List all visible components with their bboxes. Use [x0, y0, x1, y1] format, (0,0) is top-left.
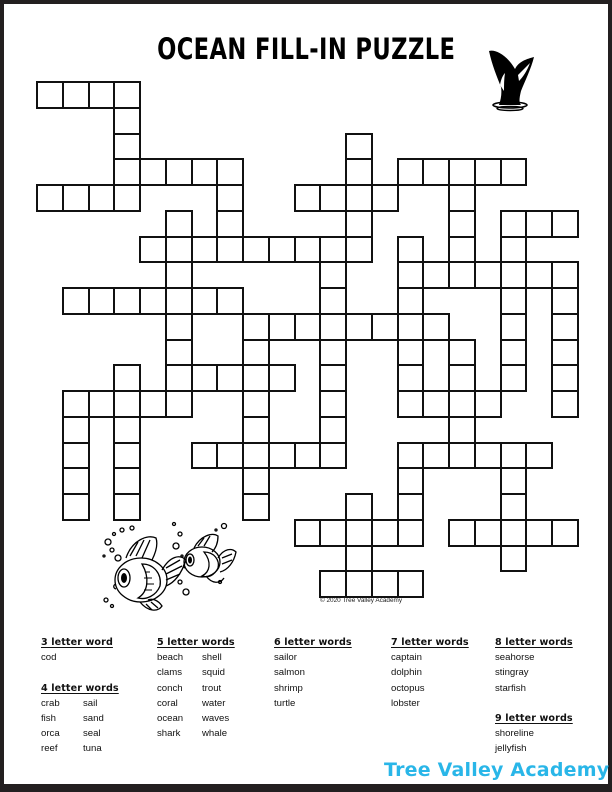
grid-cell[interactable] [397, 493, 425, 521]
grid-cell[interactable] [268, 364, 296, 392]
word: ocean [157, 713, 184, 725]
grid-cell[interactable] [474, 390, 502, 418]
grid-cell[interactable] [165, 261, 193, 289]
grid-cell[interactable] [474, 519, 502, 547]
grid-cell[interactable] [551, 339, 579, 367]
grid-cell[interactable] [62, 493, 90, 521]
grid-cell[interactable] [242, 416, 270, 444]
grid-cell[interactable] [242, 493, 270, 521]
word: starfish [495, 682, 526, 694]
heading-8-letter: 8 letter words [495, 637, 573, 648]
grid-cell[interactable] [397, 261, 425, 289]
word-bank-8-9 [495, 635, 573, 757]
grid-cell[interactable] [62, 184, 90, 212]
grid-cell[interactable] [319, 339, 347, 367]
grid-cell[interactable] [88, 184, 116, 212]
grid-cell[interactable] [525, 210, 553, 238]
grid-cell[interactable] [551, 519, 579, 547]
grid-cell[interactable] [216, 236, 244, 264]
heading-5-letter: 5 letter words [157, 637, 235, 648]
grid-cell[interactable] [88, 81, 116, 109]
heading-9-letter: 9 letter words [495, 713, 573, 725]
grid-cell[interactable] [500, 339, 528, 367]
grid-cell[interactable] [551, 313, 579, 341]
grid-cell[interactable] [448, 390, 476, 418]
heading-3-letter: 3 letter word [41, 637, 113, 648]
word: turtle [274, 697, 296, 709]
grid-cell[interactable] [113, 133, 141, 161]
grid-cell[interactable] [165, 158, 193, 186]
grid-cell[interactable] [113, 442, 141, 470]
word: water [202, 697, 226, 709]
grid-cell[interactable] [113, 467, 141, 495]
heading-4-letter: 4 letter words [41, 682, 119, 694]
grid-cell[interactable] [422, 158, 450, 186]
grid-cell[interactable] [191, 236, 219, 264]
word: captain [391, 652, 422, 663]
grid-cell[interactable] [474, 158, 502, 186]
grid-cell[interactable] [345, 570, 373, 598]
grid-cell[interactable] [500, 545, 528, 573]
grid-cell[interactable] [165, 364, 193, 392]
grid-cell[interactable] [500, 467, 528, 495]
grid-cell[interactable] [113, 81, 141, 109]
grid-cell[interactable] [88, 390, 116, 418]
grid-cell[interactable] [36, 184, 64, 212]
grid-cell[interactable] [551, 390, 579, 418]
grid-cell[interactable] [139, 236, 167, 264]
grid-cell[interactable] [139, 287, 167, 315]
grid-cell[interactable] [397, 364, 425, 392]
grid-cell[interactable] [165, 390, 193, 418]
grid-cell[interactable] [191, 287, 219, 315]
grid-cell[interactable] [268, 313, 296, 341]
grid-cell[interactable] [191, 442, 219, 470]
grid-cell[interactable] [165, 339, 193, 367]
word-bank-5 [157, 635, 235, 742]
grid-cell[interactable] [371, 313, 399, 341]
word: crab [41, 697, 60, 709]
word: clams [157, 667, 183, 679]
word: octopus [391, 682, 425, 694]
grid-cell[interactable] [139, 390, 167, 418]
grid-cell[interactable] [62, 416, 90, 444]
grid-cell[interactable] [242, 442, 270, 470]
grid-cell[interactable] [113, 416, 141, 444]
grid-cell[interactable] [500, 236, 528, 264]
grid-cell[interactable] [191, 158, 219, 186]
grid-cell[interactable] [397, 442, 425, 470]
grid-cell[interactable] [113, 493, 141, 521]
grid-cell[interactable] [294, 184, 322, 212]
word: stingray [495, 667, 529, 679]
grid-cell[interactable] [448, 184, 476, 212]
grid-cell[interactable] [448, 442, 476, 470]
grid-cell[interactable] [525, 442, 553, 470]
grid-cell[interactable] [345, 519, 373, 547]
grid-cell[interactable] [500, 313, 528, 341]
grid-cell[interactable] [422, 313, 450, 341]
grid-cell[interactable] [448, 519, 476, 547]
grid-cell[interactable] [345, 493, 373, 521]
grid-cell[interactable] [422, 442, 450, 470]
grid-cell[interactable] [500, 442, 528, 470]
word: seal [83, 728, 101, 740]
grid-cell[interactable] [448, 158, 476, 186]
grid-cell[interactable] [242, 467, 270, 495]
word: jellyfish [495, 743, 527, 755]
word: orca [41, 728, 60, 740]
grid-cell[interactable] [371, 519, 399, 547]
grid-cell[interactable] [345, 236, 373, 264]
grid-cell[interactable] [242, 390, 270, 418]
grid-cell[interactable] [319, 519, 347, 547]
grid-cell[interactable] [165, 287, 193, 315]
grid-cell[interactable] [165, 313, 193, 341]
grid-cell[interactable] [448, 261, 476, 289]
brand-logo-text: Tree Valley Academy [384, 759, 610, 781]
word-bank-7 [391, 635, 469, 711]
grid-cell[interactable] [551, 210, 579, 238]
fish-illustration [96, 520, 246, 612]
grid-cell[interactable] [191, 364, 219, 392]
word: seahorse [495, 652, 535, 663]
grid-cell[interactable] [345, 210, 373, 238]
word: sailor [274, 652, 297, 663]
grid-cell[interactable] [319, 313, 347, 341]
grid-cell[interactable] [216, 442, 244, 470]
word: dolphin [391, 667, 422, 679]
copyright-notice: © 2020 Tree Valley Academy [320, 597, 403, 604]
word: tuna [83, 743, 102, 755]
grid-cell[interactable] [294, 442, 322, 470]
word: shrimp [274, 682, 303, 694]
grid-cell[interactable] [216, 210, 244, 238]
grid-cell[interactable] [397, 519, 425, 547]
grid-cell[interactable] [165, 236, 193, 264]
grid-cell[interactable] [113, 390, 141, 418]
grid-cell[interactable] [397, 287, 425, 315]
grid-cell[interactable] [448, 416, 476, 444]
grid-cell[interactable] [500, 158, 528, 186]
grid-cell[interactable] [500, 493, 528, 521]
word: whale [202, 728, 228, 740]
grid-cell[interactable] [294, 236, 322, 264]
word: reef [41, 743, 58, 755]
grid-cell[interactable] [345, 313, 373, 341]
word: lobster [391, 697, 420, 709]
word: salmon [274, 667, 305, 679]
grid-cell[interactable] [62, 442, 90, 470]
grid-cell[interactable] [242, 364, 270, 392]
grid-cell[interactable] [216, 184, 244, 212]
grid-cell[interactable] [319, 364, 347, 392]
grid-cell[interactable] [551, 261, 579, 289]
grid-cell[interactable] [319, 570, 347, 598]
grid-cell[interactable] [319, 390, 347, 418]
grid-cell[interactable] [397, 313, 425, 341]
grid-cell[interactable] [113, 107, 141, 135]
grid-cell[interactable] [345, 545, 373, 573]
grid-cell[interactable] [294, 313, 322, 341]
grid-cell[interactable] [268, 236, 296, 264]
grid-cell[interactable] [525, 261, 553, 289]
grid-cell[interactable] [165, 210, 193, 238]
grid-cell[interactable] [448, 210, 476, 238]
grid-cell[interactable] [113, 184, 141, 212]
grid-cell[interactable] [474, 442, 502, 470]
grid-cell[interactable] [474, 261, 502, 289]
heading-6-letter: 6 letter words [274, 637, 352, 648]
grid-cell[interactable] [319, 416, 347, 444]
word: coral [157, 697, 178, 709]
word: fish [41, 712, 56, 724]
grid-cell[interactable] [345, 158, 373, 186]
grid-cell[interactable] [319, 261, 347, 289]
grid-cell[interactable] [551, 287, 579, 315]
grid-cell[interactable] [216, 287, 244, 315]
grid-cell[interactable] [242, 313, 270, 341]
word: waves [202, 713, 230, 725]
grid-cell[interactable] [319, 236, 347, 264]
grid-cell[interactable] [319, 287, 347, 315]
grid-cell[interactable] [397, 390, 425, 418]
grid-cell[interactable] [216, 364, 244, 392]
grid-cell[interactable] [422, 261, 450, 289]
grid-cell[interactable] [397, 570, 425, 598]
grid-cell[interactable] [62, 81, 90, 109]
grid-cell[interactable] [397, 158, 425, 186]
grid-cell[interactable] [371, 184, 399, 212]
word: shark [157, 728, 181, 740]
grid-cell[interactable] [397, 467, 425, 495]
grid-cell[interactable] [397, 236, 425, 264]
grid-cell[interactable] [62, 287, 90, 315]
word: sand [83, 712, 104, 724]
grid-cell[interactable] [113, 287, 141, 315]
grid-cell[interactable] [242, 339, 270, 367]
grid-cell[interactable] [371, 570, 399, 598]
grid-cell[interactable] [448, 364, 476, 392]
grid-cell[interactable] [319, 184, 347, 212]
grid-cell[interactable] [500, 364, 528, 392]
word: conch [157, 682, 183, 694]
grid-cell[interactable] [113, 364, 141, 392]
grid-cell[interactable] [62, 467, 90, 495]
grid-cell[interactable] [268, 442, 296, 470]
grid-cell[interactable] [242, 236, 270, 264]
grid-cell[interactable] [448, 236, 476, 264]
grid-cell[interactable] [448, 339, 476, 367]
grid-cell[interactable] [319, 442, 347, 470]
word: trout [202, 682, 222, 694]
grid-cell[interactable] [345, 184, 373, 212]
word: sail [83, 697, 98, 709]
grid-cell[interactable] [62, 390, 90, 418]
grid-cell[interactable] [422, 390, 450, 418]
word: cod [41, 652, 57, 663]
word: beach [157, 652, 184, 663]
grid-cell[interactable] [525, 519, 553, 547]
word: squid [202, 667, 225, 679]
heading-7-letter: 7 letter words [391, 637, 469, 648]
grid-cell[interactable] [500, 261, 528, 289]
grid-cell[interactable] [551, 364, 579, 392]
title-text: OCEAN FILL-IN PUZZLE [156, 32, 456, 66]
word-bank-6 [274, 635, 352, 711]
word-bank-3-4 [41, 635, 119, 757]
grid-cell[interactable] [36, 81, 64, 109]
grid-cell[interactable] [345, 133, 373, 161]
grid-cell[interactable] [113, 158, 141, 186]
grid-cell[interactable] [216, 158, 244, 186]
grid-cell[interactable] [500, 519, 528, 547]
grid-cell[interactable] [500, 287, 528, 315]
grid-cell[interactable] [139, 158, 167, 186]
grid-cell[interactable] [294, 519, 322, 547]
word: shell [202, 652, 222, 663]
grid-cell[interactable] [88, 287, 116, 315]
word: shoreline [495, 728, 534, 740]
grid-cell[interactable] [500, 210, 528, 238]
grid-cell[interactable] [397, 339, 425, 367]
